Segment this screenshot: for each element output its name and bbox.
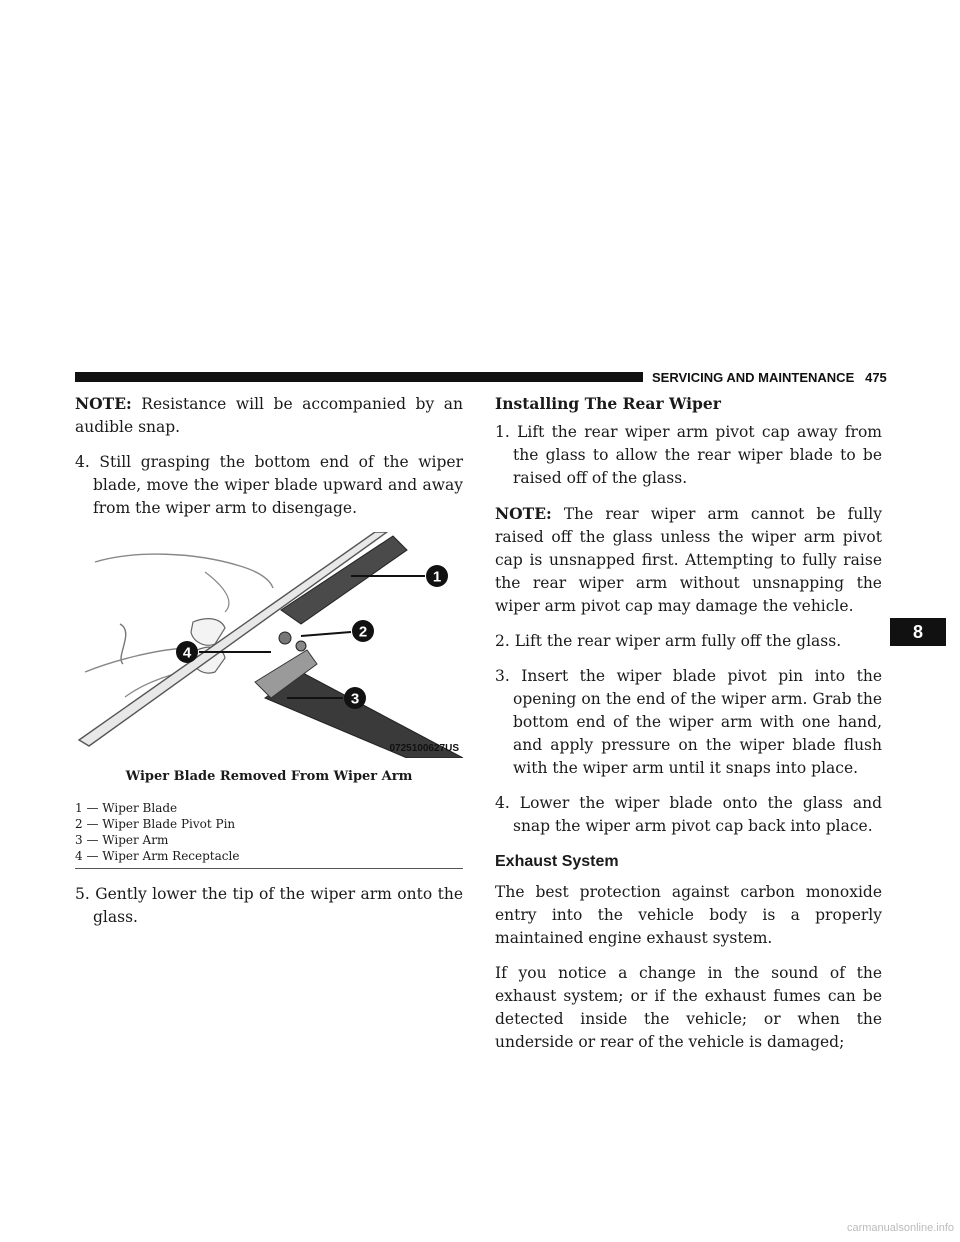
install-step-2 bbox=[495, 630, 882, 653]
exhaust-heading: Exhaust System bbox=[495, 853, 619, 870]
wiper-figure bbox=[75, 532, 463, 869]
running-header bbox=[652, 370, 887, 385]
exhaust-paragraph-1: The best protection against carbon monoxide entry into the vehicle body is a properly maintained engine exhaust system. bbox=[495, 883, 882, 947]
step-number: 4. bbox=[495, 794, 510, 812]
step-4 bbox=[75, 451, 463, 520]
right-column bbox=[495, 392, 882, 1066]
legend-item: 1 — Wiper Blade bbox=[75, 801, 178, 815]
pivot-pin-shape bbox=[279, 632, 291, 644]
step-text: Lower the wiper blade onto the glass and snap the wiper arm pivot cap back into place. bbox=[509, 794, 882, 835]
chapter-tab: 8 bbox=[890, 618, 946, 646]
note-pivot-cap bbox=[495, 502, 882, 618]
callout-1-label: 1 bbox=[432, 568, 442, 586]
step-number: 4. bbox=[75, 453, 90, 471]
install-step-1 bbox=[495, 421, 882, 490]
step-text: Gently lower the tip of the wiper arm onto the glass. bbox=[89, 885, 463, 926]
note-label: NOTE: bbox=[75, 394, 132, 413]
figure-caption: Wiper Blade Removed From Wiper Arm bbox=[125, 769, 413, 784]
callout-4-label: 4 bbox=[182, 644, 192, 662]
callout-2-label: 2 bbox=[358, 623, 368, 641]
section-name: SERVICING AND MAINTENANCE bbox=[652, 370, 855, 385]
install-step-3 bbox=[495, 665, 882, 780]
note-text: The rear wiper arm cannot be fully raised off the glass unless the wiper arm pivot cap is unsnapped first. Attempting to fully raise the rear wiper arm without unsnapping the wiper arm pivot cap may damage the vehicle. bbox=[495, 505, 882, 615]
step-number: 3. bbox=[495, 667, 510, 685]
callout-3-label: 3 bbox=[350, 690, 360, 708]
install-step-4 bbox=[495, 792, 882, 838]
watermark: carmanualsonline.info bbox=[846, 1222, 954, 1234]
legend-item: 2 — Wiper Blade Pivot Pin bbox=[75, 817, 236, 831]
step-text: Still grasping the bottom end of the wiper blade, move the wiper blade upward and away from the wiper arm to disengage. bbox=[89, 453, 463, 517]
legend-item: 4 — Wiper Arm Receptacle bbox=[75, 849, 240, 863]
note-text: Resistance will be accompanied by an audible snap. bbox=[75, 395, 463, 436]
left-column bbox=[75, 392, 463, 941]
exhaust-paragraph-2: If you notice a change in the sound of the exhaust system; or if the exhaust fumes can be detected inside the vehicle; or when the underside or rear of the vehicle is damaged; bbox=[495, 964, 882, 1051]
figure-code: 0725100627US bbox=[389, 743, 459, 754]
wiper-blade-illustration bbox=[75, 532, 463, 758]
note-resistance bbox=[75, 392, 463, 439]
installing-heading: Installing The Rear Wiper bbox=[495, 394, 721, 413]
header-bar bbox=[75, 372, 643, 382]
step-text: Lift the rear wiper arm fully off the glass. bbox=[509, 632, 842, 650]
step-number: 1. bbox=[495, 423, 510, 441]
legend-item: 3 — Wiper Arm bbox=[75, 833, 169, 847]
page-number: 475 bbox=[865, 370, 887, 385]
figure-legend bbox=[75, 800, 463, 864]
note-label: NOTE: bbox=[495, 504, 552, 523]
step-text: Insert the wiper blade pivot pin into the opening on the end of the wiper arm. Grab the bottom end of the wiper arm with one hand, and apply pressure on the wiper blade flush with the wiper arm until it snaps into place. bbox=[509, 667, 882, 777]
step-number: 5. bbox=[75, 885, 90, 903]
step-number: 2. bbox=[495, 632, 510, 650]
legend-divider bbox=[75, 868, 463, 869]
step-text: Lift the rear wiper arm pivot cap away from the glass to allow the rear wiper blade to be raised off of the glass. bbox=[509, 423, 882, 487]
step-5 bbox=[75, 883, 463, 929]
